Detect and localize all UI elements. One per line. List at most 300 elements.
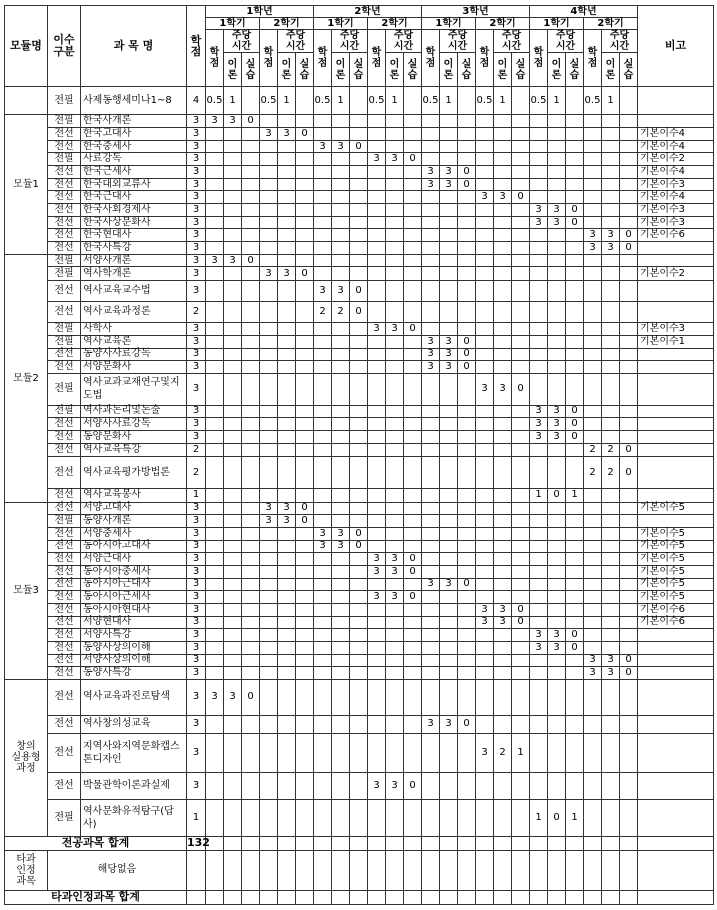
hours-cell — [548, 553, 566, 566]
empty-cell — [206, 850, 224, 890]
semester-header: 2학기 — [584, 18, 638, 30]
empty-cell — [368, 850, 386, 890]
hours-cell — [530, 667, 548, 680]
hours-cell — [494, 443, 512, 457]
hours-cell — [206, 166, 224, 179]
hours-cell — [422, 128, 440, 141]
hours-cell — [548, 178, 566, 191]
hours-cell — [404, 540, 422, 553]
empty-cell — [278, 890, 296, 904]
hours-cell: 3 — [530, 641, 548, 654]
hours-cell: 3 — [422, 348, 440, 361]
hours-cell — [422, 443, 440, 457]
hours-cell — [404, 335, 422, 348]
hours-cell — [314, 128, 332, 141]
hours-cell — [584, 679, 602, 715]
hours-cell — [350, 242, 368, 255]
hours-cell — [242, 178, 260, 191]
theory-header: 이 론 — [494, 53, 512, 87]
hours-cell — [332, 204, 350, 217]
hours-cell — [332, 715, 350, 733]
course-name: 역사교육특강 — [81, 443, 187, 457]
hours-cell — [494, 679, 512, 715]
hours-cell — [368, 302, 386, 323]
hours-cell — [224, 667, 242, 680]
course-header: 과 목 명 — [81, 6, 187, 87]
hours-cell — [530, 578, 548, 591]
course-note: 기본이수3 — [638, 204, 714, 217]
course-type: 전선 — [48, 502, 81, 515]
hours-cell: 0 — [296, 128, 314, 141]
hours-cell — [566, 191, 584, 204]
hours-cell — [368, 166, 386, 179]
hours-cell — [206, 800, 224, 837]
hours-cell — [350, 667, 368, 680]
course-credit: 3 — [187, 565, 206, 578]
hours-cell — [332, 443, 350, 457]
hours-cell — [260, 430, 278, 443]
hours-cell — [314, 603, 332, 616]
hours-cell — [584, 254, 602, 267]
course-row — [5, 540, 714, 553]
hours-cell — [620, 405, 638, 418]
hours-cell — [530, 229, 548, 242]
hours-cell — [242, 629, 260, 642]
hours-cell — [548, 242, 566, 255]
hours-cell — [620, 591, 638, 604]
course-type: 전필 — [48, 373, 81, 405]
hours-cell — [404, 616, 422, 629]
hours-cell — [476, 140, 494, 153]
hours-cell: 0 — [296, 515, 314, 528]
course-name: 서양고대사 — [81, 502, 187, 515]
empty-cell — [476, 850, 494, 890]
empty-cell — [242, 837, 260, 851]
hours-cell — [584, 772, 602, 799]
course-note — [638, 361, 714, 374]
hours-cell — [458, 267, 476, 281]
hours-cell — [296, 191, 314, 204]
empty-cell — [368, 837, 386, 851]
hours-cell — [422, 153, 440, 166]
hours-cell — [458, 565, 476, 578]
course-note: 기본이수5 — [638, 578, 714, 591]
hours-cell — [242, 418, 260, 431]
module-label: 모듈1 — [5, 115, 48, 254]
hours-cell: 0 — [242, 115, 260, 128]
course-credit: 3 — [187, 629, 206, 642]
theory-header: 이 론 — [386, 53, 404, 87]
hours-cell — [548, 323, 566, 336]
hours-cell — [314, 178, 332, 191]
course-note: 기본이수5 — [638, 527, 714, 540]
hours-cell — [566, 335, 584, 348]
hours-cell — [440, 323, 458, 336]
hours-cell — [404, 281, 422, 302]
hours-cell — [404, 191, 422, 204]
hours-cell — [260, 772, 278, 799]
hours-cell — [530, 515, 548, 528]
weekly-hours-header: 주당 시간 — [224, 30, 260, 53]
hours-cell — [548, 733, 566, 772]
hours-cell — [530, 772, 548, 799]
course-name: 역사교육론 — [81, 335, 187, 348]
hours-cell — [206, 128, 224, 141]
module-label — [5, 87, 48, 115]
hours-cell — [530, 267, 548, 281]
hours-cell — [224, 488, 242, 502]
course-credit: 3 — [187, 502, 206, 515]
other-none-text: 해당없음 — [48, 850, 187, 890]
hours-cell — [332, 457, 350, 489]
hours-cell: 2 — [584, 443, 602, 457]
hours-cell — [314, 616, 332, 629]
course-row — [5, 733, 714, 772]
hours-cell — [260, 361, 278, 374]
course-row — [5, 254, 714, 267]
hours-cell — [440, 654, 458, 667]
hours-cell — [440, 488, 458, 502]
hours-cell — [242, 87, 260, 115]
hours-cell — [512, 591, 530, 604]
hours-cell — [476, 772, 494, 799]
hours-cell — [494, 166, 512, 179]
hours-cell — [296, 405, 314, 418]
hours-cell: 0 — [350, 140, 368, 153]
hours-cell: 3 — [368, 153, 386, 166]
hours-cell — [278, 629, 296, 642]
hours-cell — [386, 629, 404, 642]
course-credit: 3 — [187, 281, 206, 302]
hours-cell — [350, 679, 368, 715]
course-row — [5, 679, 714, 715]
hours-cell — [476, 715, 494, 733]
empty-cell — [494, 890, 512, 904]
course-note — [638, 667, 714, 680]
course-type: 전선 — [48, 216, 81, 229]
hours-cell — [206, 178, 224, 191]
hours-cell — [332, 667, 350, 680]
hours-cell — [512, 323, 530, 336]
hours-cell — [440, 667, 458, 680]
hours-cell: 3 — [422, 578, 440, 591]
credit-header: 학 점 — [187, 6, 206, 87]
major-total-label: 전공과목 합계 — [5, 837, 187, 851]
hours-cell — [332, 267, 350, 281]
hours-cell — [278, 115, 296, 128]
course-note — [638, 457, 714, 489]
hours-cell — [494, 591, 512, 604]
hours-cell — [602, 772, 620, 799]
course-row — [5, 229, 714, 242]
course-note — [638, 115, 714, 128]
hours-cell — [422, 254, 440, 267]
hours-cell — [584, 502, 602, 515]
course-type: 전선 — [48, 281, 81, 302]
hours-cell — [404, 178, 422, 191]
hours-cell: 0 — [566, 216, 584, 229]
hours-cell — [602, 323, 620, 336]
table-body — [5, 87, 714, 905]
course-name: 서양문화사 — [81, 361, 187, 374]
empty-cell — [314, 890, 332, 904]
hours-cell — [350, 348, 368, 361]
course-note — [638, 87, 714, 115]
course-note — [638, 629, 714, 642]
hours-cell — [494, 457, 512, 489]
hours-cell — [242, 128, 260, 141]
hours-cell — [404, 128, 422, 141]
hours-cell — [440, 229, 458, 242]
empty-cell — [548, 837, 566, 851]
hours-cell — [242, 578, 260, 591]
hours-cell — [584, 178, 602, 191]
hours-cell — [440, 629, 458, 642]
hours-cell: 0 — [404, 153, 422, 166]
course-row — [5, 629, 714, 642]
hours-cell: 0 — [458, 578, 476, 591]
empty-cell — [512, 890, 530, 904]
empty-cell — [278, 837, 296, 851]
hours-cell — [404, 254, 422, 267]
hours-cell — [602, 540, 620, 553]
hours-cell — [404, 679, 422, 715]
course-row — [5, 457, 714, 489]
hours-cell: 3 — [530, 629, 548, 642]
hours-cell — [602, 591, 620, 604]
hours-cell — [206, 553, 224, 566]
hours-cell — [458, 654, 476, 667]
hours-cell — [602, 373, 620, 405]
hours-cell — [260, 553, 278, 566]
empty-cell — [566, 837, 584, 851]
hours-cell — [458, 418, 476, 431]
hours-cell — [584, 565, 602, 578]
hours-cell — [206, 565, 224, 578]
hours-cell — [512, 715, 530, 733]
hours-cell: 0 — [296, 267, 314, 281]
hours-cell — [494, 515, 512, 528]
hours-cell — [494, 527, 512, 540]
hours-cell — [440, 418, 458, 431]
empty-cell — [386, 837, 404, 851]
hours-cell — [260, 191, 278, 204]
course-credit: 3 — [187, 153, 206, 166]
hours-cell — [602, 715, 620, 733]
hours-cell — [278, 715, 296, 733]
empty-cell — [224, 850, 242, 890]
hours-cell — [620, 115, 638, 128]
hours-cell — [584, 348, 602, 361]
hours-cell — [566, 302, 584, 323]
hours-cell — [350, 616, 368, 629]
hours-cell — [296, 430, 314, 443]
hours-cell: 3 — [440, 166, 458, 179]
hours-cell — [566, 603, 584, 616]
weekly-hours-header: 주당 시간 — [548, 30, 584, 53]
hours-cell — [296, 733, 314, 772]
hours-cell — [476, 153, 494, 166]
hours-cell — [314, 667, 332, 680]
empty-cell — [350, 850, 368, 890]
hours-cell: 3 — [530, 405, 548, 418]
hours-cell — [602, 502, 620, 515]
hours-cell — [494, 302, 512, 323]
hours-cell — [602, 800, 620, 837]
hours-cell — [584, 603, 602, 616]
hours-cell: 3 — [602, 667, 620, 680]
hours-cell: 3 — [422, 335, 440, 348]
hours-cell — [476, 254, 494, 267]
hours-cell — [566, 267, 584, 281]
hours-cell — [278, 405, 296, 418]
course-name: 한국근세사 — [81, 166, 187, 179]
hours-cell — [548, 281, 566, 302]
hours-cell — [260, 254, 278, 267]
empty-cell — [620, 850, 638, 890]
module-label: 창의 실용형 과정 — [5, 679, 48, 836]
hours-cell — [404, 443, 422, 457]
hours-cell — [224, 191, 242, 204]
hours-cell — [458, 616, 476, 629]
hours-cell — [494, 178, 512, 191]
hours-cell — [512, 128, 530, 141]
hours-cell — [602, 115, 620, 128]
hours-cell — [224, 153, 242, 166]
hours-cell — [224, 553, 242, 566]
course-type: 전필 — [48, 323, 81, 336]
course-name: 동양사사료강독 — [81, 348, 187, 361]
course-type: 전선 — [48, 679, 81, 715]
hours-cell — [206, 772, 224, 799]
hours-cell — [332, 772, 350, 799]
hours-cell: 3 — [548, 216, 566, 229]
hours-cell — [458, 772, 476, 799]
hours-cell — [548, 679, 566, 715]
course-type: 전선 — [48, 553, 81, 566]
hours-cell — [260, 679, 278, 715]
hours-cell — [278, 654, 296, 667]
hours-cell — [548, 667, 566, 680]
semester-credit-header: 학 점 — [422, 30, 440, 87]
hours-cell — [566, 515, 584, 528]
hours-cell — [602, 178, 620, 191]
hours-cell: 3 — [440, 361, 458, 374]
empty-cell — [458, 890, 476, 904]
hours-cell — [350, 515, 368, 528]
hours-cell — [242, 229, 260, 242]
major-total-value: 132 — [187, 836, 210, 850]
empty-cell — [224, 890, 242, 904]
hours-cell — [530, 591, 548, 604]
hours-cell — [224, 654, 242, 667]
hours-cell — [602, 679, 620, 715]
hours-cell — [566, 565, 584, 578]
hours-cell — [620, 553, 638, 566]
hours-cell: 0 — [620, 242, 638, 255]
hours-cell: 3 — [584, 229, 602, 242]
empty-cell — [476, 837, 494, 851]
hours-cell — [620, 430, 638, 443]
hours-cell — [206, 488, 224, 502]
hours-cell — [584, 323, 602, 336]
hours-cell — [458, 733, 476, 772]
hours-cell: 3 — [494, 603, 512, 616]
hours-cell — [512, 267, 530, 281]
weekly-hours-header: 주당 시간 — [440, 30, 476, 53]
course-credit: 2 — [187, 443, 206, 457]
hours-cell — [296, 361, 314, 374]
hours-cell — [476, 430, 494, 443]
course-credit: 3 — [187, 229, 206, 242]
hours-cell — [512, 335, 530, 348]
hours-cell — [530, 323, 548, 336]
practice-header: 실 습 — [620, 53, 638, 87]
hours-cell — [368, 603, 386, 616]
course-type: 전선 — [48, 418, 81, 431]
hours-cell — [440, 128, 458, 141]
hours-cell — [584, 216, 602, 229]
hours-cell — [314, 204, 332, 217]
hours-cell: 3 — [224, 679, 242, 715]
hours-cell — [530, 348, 548, 361]
hours-cell — [224, 323, 242, 336]
hours-cell — [458, 216, 476, 229]
course-name: 동아시아중세사 — [81, 565, 187, 578]
hours-cell — [584, 373, 602, 405]
theory-header: 이 론 — [224, 53, 242, 87]
practice-header: 실 습 — [404, 53, 422, 87]
empty-cell — [260, 837, 278, 851]
hours-cell — [602, 553, 620, 566]
hours-cell — [206, 348, 224, 361]
hours-cell — [512, 302, 530, 323]
hours-cell — [440, 800, 458, 837]
empty-cell — [187, 890, 206, 904]
hours-cell — [404, 488, 422, 502]
hours-cell — [566, 457, 584, 489]
hours-cell — [602, 216, 620, 229]
hours-cell — [260, 527, 278, 540]
hours-cell — [314, 578, 332, 591]
course-credit: 3 — [187, 715, 206, 733]
course-credit: 3 — [187, 418, 206, 431]
hours-cell — [278, 540, 296, 553]
hours-cell — [566, 323, 584, 336]
hours-cell — [386, 654, 404, 667]
hours-cell — [206, 457, 224, 489]
hours-cell — [314, 267, 332, 281]
hours-cell — [296, 488, 314, 502]
hours-cell — [440, 140, 458, 153]
hours-cell — [548, 302, 566, 323]
type-header: 이수 구분 — [48, 6, 81, 87]
hours-cell — [332, 418, 350, 431]
hours-cell — [548, 565, 566, 578]
hours-cell — [278, 772, 296, 799]
hours-cell — [458, 302, 476, 323]
hours-cell — [368, 178, 386, 191]
hours-cell — [206, 616, 224, 629]
hours-cell — [620, 603, 638, 616]
hours-cell — [296, 654, 314, 667]
hours-cell — [458, 153, 476, 166]
hours-cell — [602, 616, 620, 629]
hours-cell: 0 — [548, 488, 566, 502]
hours-cell — [224, 515, 242, 528]
hours-cell — [422, 603, 440, 616]
hours-cell — [296, 629, 314, 642]
